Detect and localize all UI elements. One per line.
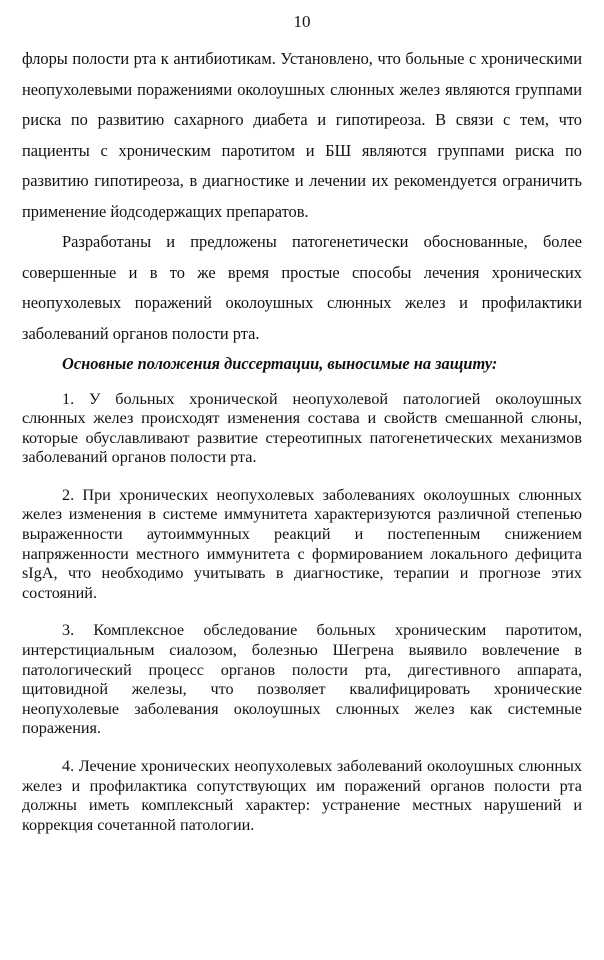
- thesis-item-3: 3. Комплексное обследование больных хроническим паротитом, интерстициальным сиалозом, болезнью Шегрена выявило вовлечение в патологический процесс органов полости рта, дигестивного аппарата, щитовидной железы, что позволяет квалифицировать хронические неопухолевые заболевания околоушных слюнных желез как системные поражения.: [22, 621, 582, 738]
- intro-paragraph: флоры полости рта к антибиотикам. Установлено, что больные с хроническими неопухолевыми поражениями околоушных слюнных желез являются группами риска по развитию сахарного диабета и гипотиреоза. В связи с тем, что пациенты с хроническим паротитом и БШ являются группами риска по развитию гипотиреоза, в диагностике и лечении их рекомендуется ограничить применение йодсодержащих препаратов.: [22, 49, 582, 221]
- thesis-item-4: 4. Лечение хронических неопухолевых заболеваний околоушных слюнных желез и профилактика сопутствующих им поражений органов полости рта должны иметь комплексный характер: устранение местных нарушений и коррекция сочетанной патологии.: [22, 757, 582, 834]
- thesis-item-1: 1. У больных хронической неопухолевой патологией околоушных слюнных желез происходят изменения состава и свойств смешанной слюны, которые обуславливают развитие стереотипных патогенетических механизмов заболеваний органов полости рта.: [22, 389, 582, 467]
- methods-paragraph: Разработаны и предложены патогенетически обоснованные, более совершенные и в то же время простые способы лечения хронических неопухолевых поражений околоушных слюнных желез и профилактики заболеваний органов полости рта.: [22, 232, 582, 343]
- page-number: 10: [293, 12, 311, 31]
- section-heading: Основные положения диссертации, выносимые на защиту:: [62, 354, 498, 373]
- thesis-item-2: 2. При хронических неопухолевых заболеваниях околоушных слюнных желез изменения в системе иммунитета характеризуются различной степенью выраженности аутоиммунных реакций и постепенным снижением напряженности местного иммунитета с формированием локального дефицита sIgA, что необходимо учитывать в диагностике, терапии и прогнозе этих состояний.: [22, 485, 582, 602]
- page-content: [22, 44, 582, 835]
